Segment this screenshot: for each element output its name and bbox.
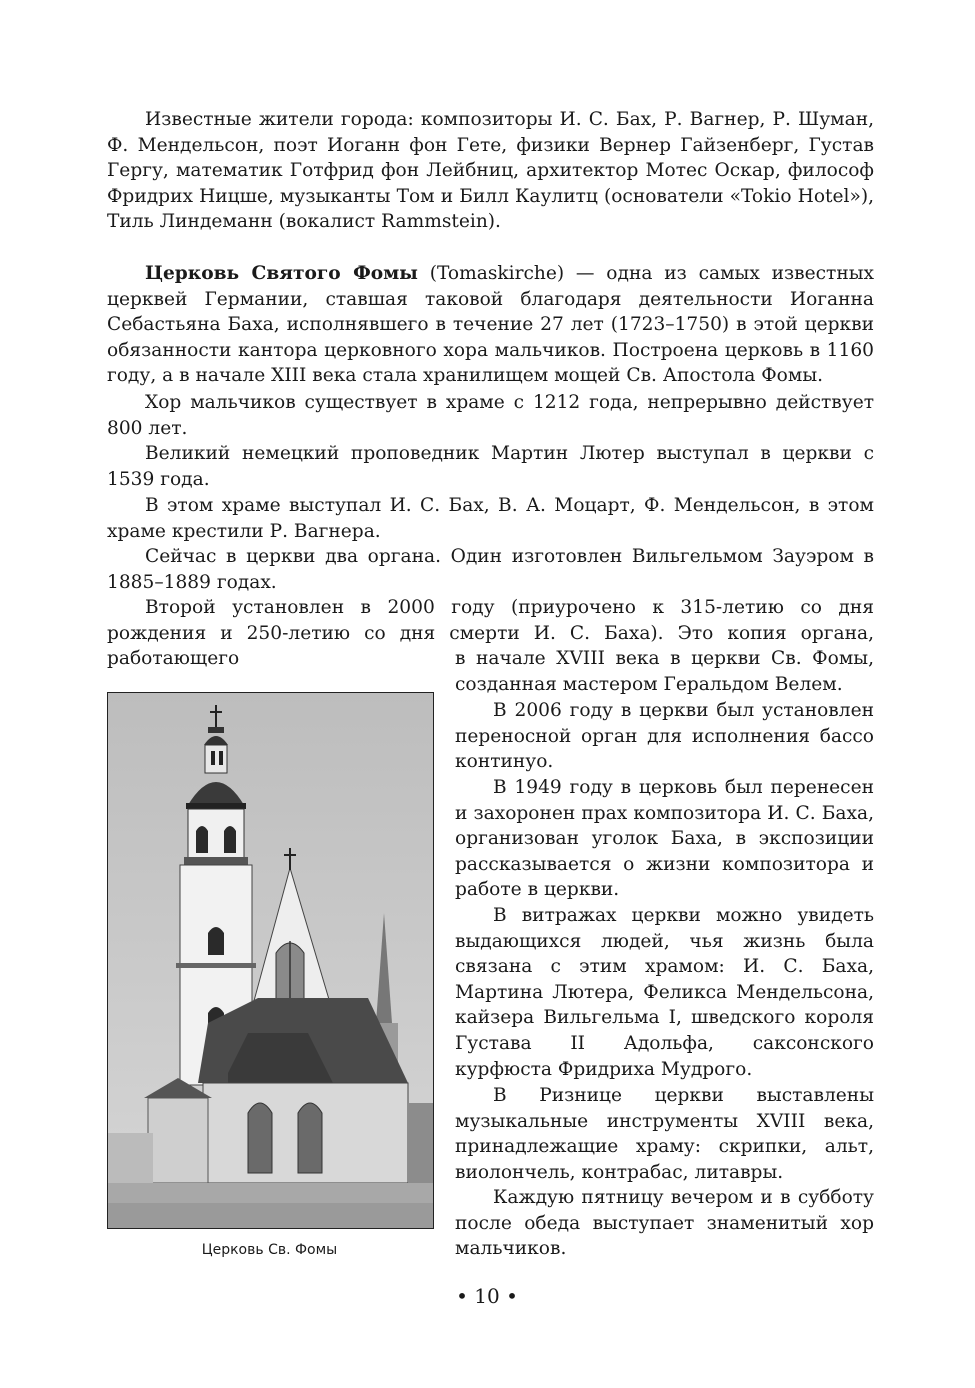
paragraph-sacristy: В Ризнице церкви выставлены музыкальные инструменты XVIII века, принадлежащие храму: скрипки, альт, виолончель, контрабас, литавры. bbox=[455, 1085, 874, 1183]
paragraph-church-intro: Церковь Святого Фомы (Tomaskirche) — одна из самых известных церквей Германии, ставшая таковой благодаря деятельности Иоганна Себастьяна Баха, исполнявшего в течение 27 лет (1723–1750) в этой церкви обязанности кантора церковного хора мальчиков. Построена церковь в 1160 году, а в начале XIII века стала хранилищем мощей Св. Апостола Фомы. bbox=[107, 263, 874, 387]
church-illustration bbox=[108, 693, 433, 1228]
paragraph-luther: Великий немецкий проповедник Мартин Лютер выступал в церкви с 1539 года. bbox=[107, 443, 874, 490]
paragraph-friday-choir: Каждую пятницу вечером и в субботу после обеда выступает знаменитый хор мальчиков. bbox=[455, 1187, 874, 1260]
church-photo bbox=[107, 692, 434, 1229]
paragraph-choir: Хор мальчиков существует в храме с 1212 года, непрерывно действует 800 лет. bbox=[107, 392, 874, 439]
paragraph-performers: В этом храме выступал И. С. Бах, В. А. Моцарт, Ф. Мендельсон, в этом храме крестили Р. Вагнера. bbox=[107, 495, 874, 542]
paragraph-second-organ-cont: в начале XVIII века в церкви Св. Фомы, созданная мастером Геральдом Велем. bbox=[455, 648, 874, 695]
paragraph-organs: Сейчас в церкви два органа. Один изготовлен Вильгельмом Зауэром в 1885–1889 годах. bbox=[107, 546, 874, 593]
paragraph-portable-organ: В 2006 году в церкви был установлен переносной орган для исполнения бассо континуо. bbox=[455, 700, 874, 773]
paragraph-second-organ: Второй установлен в 2000 году (приурочено к 315-летию со дня рождения и 250-летию со дня смерти И. С. Баха). Это копия органа, работающего bbox=[107, 597, 874, 670]
paragraph-stained-glass: В витражах церкви можно увидеть выдающихся людей, чья жизнь была связана с этим храмом: И. С. Баха, Мартина Лютера, Феликса Мендельсона, кайзера Вильгельма I, шведского короля Густава II Адольфа, саксонского курфюста Фридриха Мудрого. bbox=[455, 905, 874, 1080]
church-title: Церковь Святого Фомы bbox=[145, 263, 418, 284]
paragraph-bach-ashes: В 1949 году в церковь был перенесен и захоронен прах композитора И. С. Баха, организован уголок Баха, в экспозиции рассказывается о жизни композитора и работе в церкви. bbox=[455, 777, 874, 901]
paragraph-residents: Известные жители города: композиторы И. С. Бах, Р. Вагнер, Р. Шуман, Ф. Мендельсон, поэт Иоганн фон Гете, физики Вернер Гайзенберг, Густав Гергу, математик Готфрид фон Лейбниц, архитектор Мотес Оскар, философ Фридрих Ницше, музыканты Том и Билл Каулитц (основатели «Tokio Hotel»), Тиль Линдеманн (вокалист Rammstein). bbox=[107, 109, 874, 233]
page-number: • 10 • bbox=[456, 1284, 518, 1308]
photo-caption: Церковь Св. Фомы bbox=[201, 1242, 338, 1258]
